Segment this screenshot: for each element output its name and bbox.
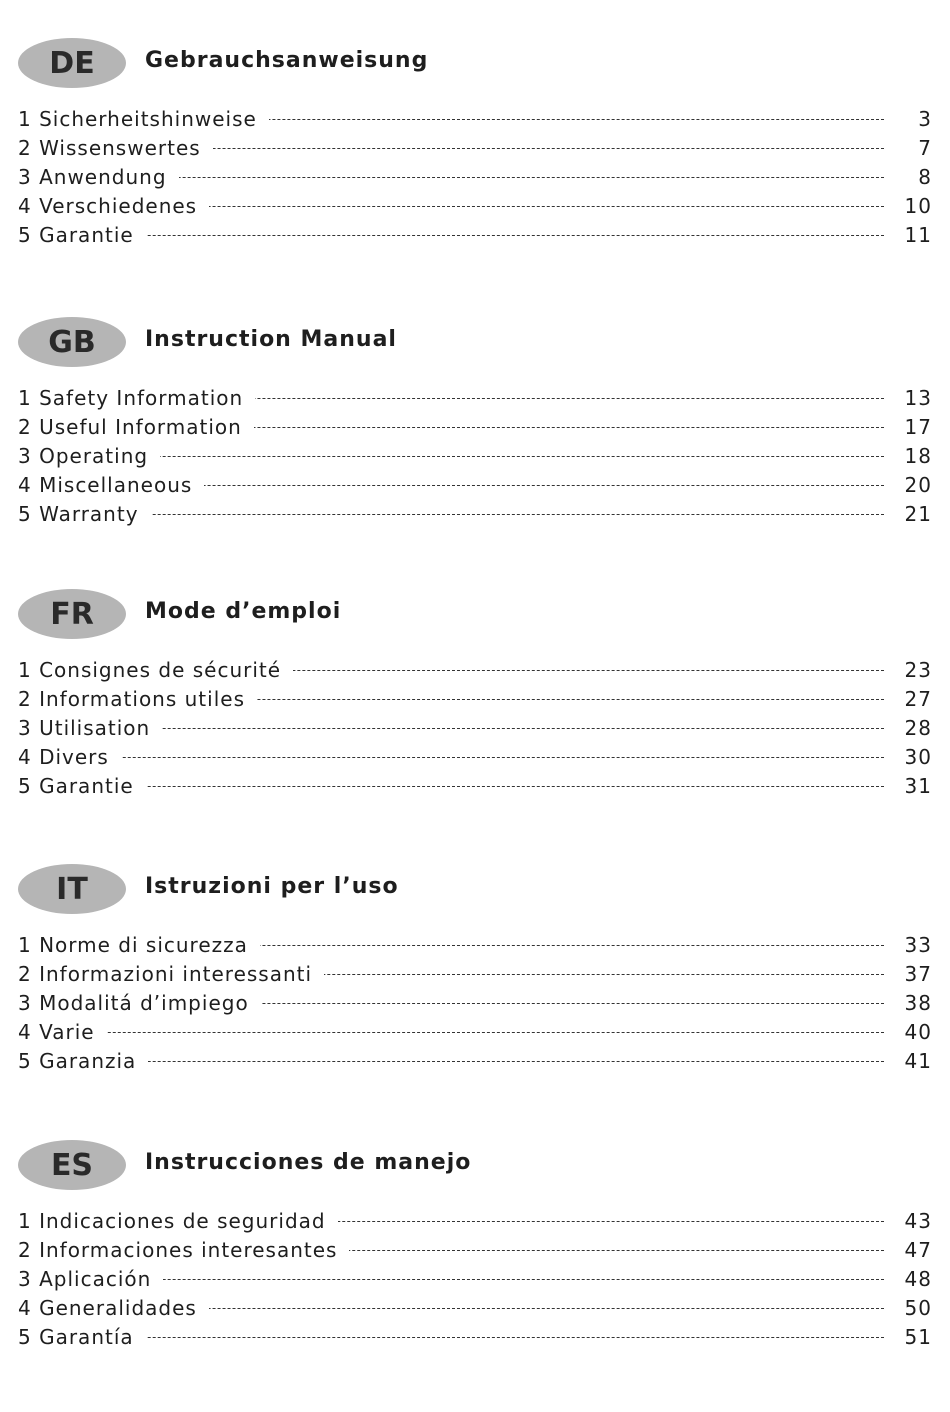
toc-entry[interactable] xyxy=(0,713,950,742)
toc-entry[interactable] xyxy=(0,220,950,249)
language-badge-it: IT xyxy=(18,864,126,914)
toc-entry-page: 23 xyxy=(904,657,932,682)
dotted-leader xyxy=(18,786,884,787)
toc-entry-label: 1 Safety Information xyxy=(18,386,255,410)
section-de xyxy=(0,38,950,249)
toc-entry[interactable] xyxy=(0,162,950,191)
toc-entry-page: 48 xyxy=(904,1266,932,1291)
toc-list xyxy=(0,655,950,800)
section-header xyxy=(0,38,950,98)
section-title: Mode d’emploi xyxy=(145,599,342,624)
toc-entry-page: 21 xyxy=(904,501,932,526)
toc-entry-page: 3 xyxy=(918,106,932,131)
toc-entry-page: 51 xyxy=(904,1324,932,1349)
section-header xyxy=(0,1140,950,1200)
section-fr xyxy=(0,589,950,800)
section-header xyxy=(0,317,950,377)
toc-entry-label: 5 Garantie xyxy=(18,774,146,798)
toc-entry-page: 27 xyxy=(904,686,932,711)
toc-list xyxy=(0,104,950,249)
toc-entry-label: 5 Garantie xyxy=(18,223,146,247)
toc-entry-label: 2 Informations utiles xyxy=(18,687,257,711)
toc-entry-label: 2 Wissenswertes xyxy=(18,136,213,160)
toc-entry[interactable] xyxy=(0,133,950,162)
toc-entry[interactable] xyxy=(0,1264,950,1293)
toc-entry[interactable] xyxy=(0,742,950,771)
toc-entry-page: 37 xyxy=(904,961,932,986)
toc-list xyxy=(0,383,950,528)
section-title: Istruzioni per l’uso xyxy=(145,874,399,899)
section-gb xyxy=(0,317,950,528)
toc-entry-page: 33 xyxy=(904,932,932,957)
toc-entry-label: 1 Indicaciones de seguridad xyxy=(18,1209,338,1233)
toc-entry-page: 10 xyxy=(904,193,932,218)
section-title: Gebrauchsanweisung xyxy=(145,48,429,73)
toc-entry[interactable] xyxy=(0,959,950,988)
toc-entry[interactable] xyxy=(0,412,950,441)
toc-entry-label: 4 Generalidades xyxy=(18,1296,209,1320)
toc-list xyxy=(0,1206,950,1351)
toc-entry-page: 18 xyxy=(904,443,932,468)
toc-entry-label: 4 Varie xyxy=(18,1020,107,1044)
section-header xyxy=(0,589,950,649)
toc-entry-page: 20 xyxy=(904,472,932,497)
dotted-leader xyxy=(18,1337,884,1338)
toc-entry[interactable] xyxy=(0,104,950,133)
toc-entry[interactable] xyxy=(0,1017,950,1046)
toc-entry[interactable] xyxy=(0,499,950,528)
toc-entry-label: 4 Divers xyxy=(18,745,121,769)
toc-entry[interactable] xyxy=(0,1293,950,1322)
toc-entry[interactable] xyxy=(0,1322,950,1351)
toc-entry-label: 3 Modalitá d’impiego xyxy=(18,991,261,1015)
toc-entry[interactable] xyxy=(0,930,950,959)
toc-entry-label: 2 Useful Information xyxy=(18,415,254,439)
toc-entry-page: 28 xyxy=(904,715,932,740)
toc-entry-page: 43 xyxy=(904,1208,932,1233)
section-title: Instruction Manual xyxy=(145,327,397,352)
language-badge-de: DE xyxy=(18,38,126,88)
toc-entry[interactable] xyxy=(0,684,950,713)
toc-entry-page: 11 xyxy=(904,222,932,247)
language-badge-fr: FR xyxy=(18,589,126,639)
toc-entry-label: 3 Aplicación xyxy=(18,1267,163,1291)
toc-entry-label: 3 Utilisation xyxy=(18,716,162,740)
toc-entry[interactable] xyxy=(0,988,950,1017)
toc-entry[interactable] xyxy=(0,470,950,499)
toc-entry[interactable] xyxy=(0,771,950,800)
toc-entry-page: 41 xyxy=(904,1048,932,1073)
toc-entry-label: 2 Informaciones interesantes xyxy=(18,1238,349,1262)
toc-entry-label: 4 Verschiedenes xyxy=(18,194,209,218)
section-it xyxy=(0,864,950,1075)
section-title: Instrucciones de manejo xyxy=(145,1150,472,1175)
toc-entry-label: 5 Warranty xyxy=(18,502,151,526)
toc-entry[interactable] xyxy=(0,191,950,220)
toc-entry[interactable] xyxy=(0,1206,950,1235)
toc-entry[interactable] xyxy=(0,655,950,684)
toc-entry-page: 17 xyxy=(904,414,932,439)
toc-entry[interactable] xyxy=(0,441,950,470)
toc-entry-page: 31 xyxy=(904,773,932,798)
toc-entry-page: 38 xyxy=(904,990,932,1015)
section-header xyxy=(0,864,950,924)
toc-entry-label: 1 Consignes de sécurité xyxy=(18,658,293,682)
toc-entry-page: 47 xyxy=(904,1237,932,1262)
toc-list xyxy=(0,930,950,1075)
toc-entry-label: 1 Sicherheitshinweise xyxy=(18,107,269,131)
section-es xyxy=(0,1140,950,1351)
toc-entry[interactable] xyxy=(0,1046,950,1075)
toc-entry-page: 50 xyxy=(904,1295,932,1320)
toc-entry-page: 30 xyxy=(904,744,932,769)
toc-entry-label: 1 Norme di sicurezza xyxy=(18,933,260,957)
toc-entry-label: 5 Garantía xyxy=(18,1325,146,1349)
toc-entry-page: 7 xyxy=(918,135,932,160)
toc-entry-page: 8 xyxy=(918,164,932,189)
toc-entry-page: 13 xyxy=(904,385,932,410)
language-badge-es: ES xyxy=(18,1140,126,1190)
toc-entry-label: 4 Miscellaneous xyxy=(18,473,204,497)
language-badge-gb: GB xyxy=(18,317,126,367)
toc-entry[interactable] xyxy=(0,383,950,412)
toc-entry-label: 5 Garanzia xyxy=(18,1049,148,1073)
toc-entry[interactable] xyxy=(0,1235,950,1264)
toc-entry-label: 2 Informazioni interessanti xyxy=(18,962,324,986)
dotted-leader xyxy=(18,757,884,758)
toc-entry-label: 3 Operating xyxy=(18,444,160,468)
dotted-leader xyxy=(18,235,884,236)
toc-entry-label: 3 Anwendung xyxy=(18,165,179,189)
dotted-leader xyxy=(18,1032,884,1033)
toc-entry-page: 40 xyxy=(904,1019,932,1044)
